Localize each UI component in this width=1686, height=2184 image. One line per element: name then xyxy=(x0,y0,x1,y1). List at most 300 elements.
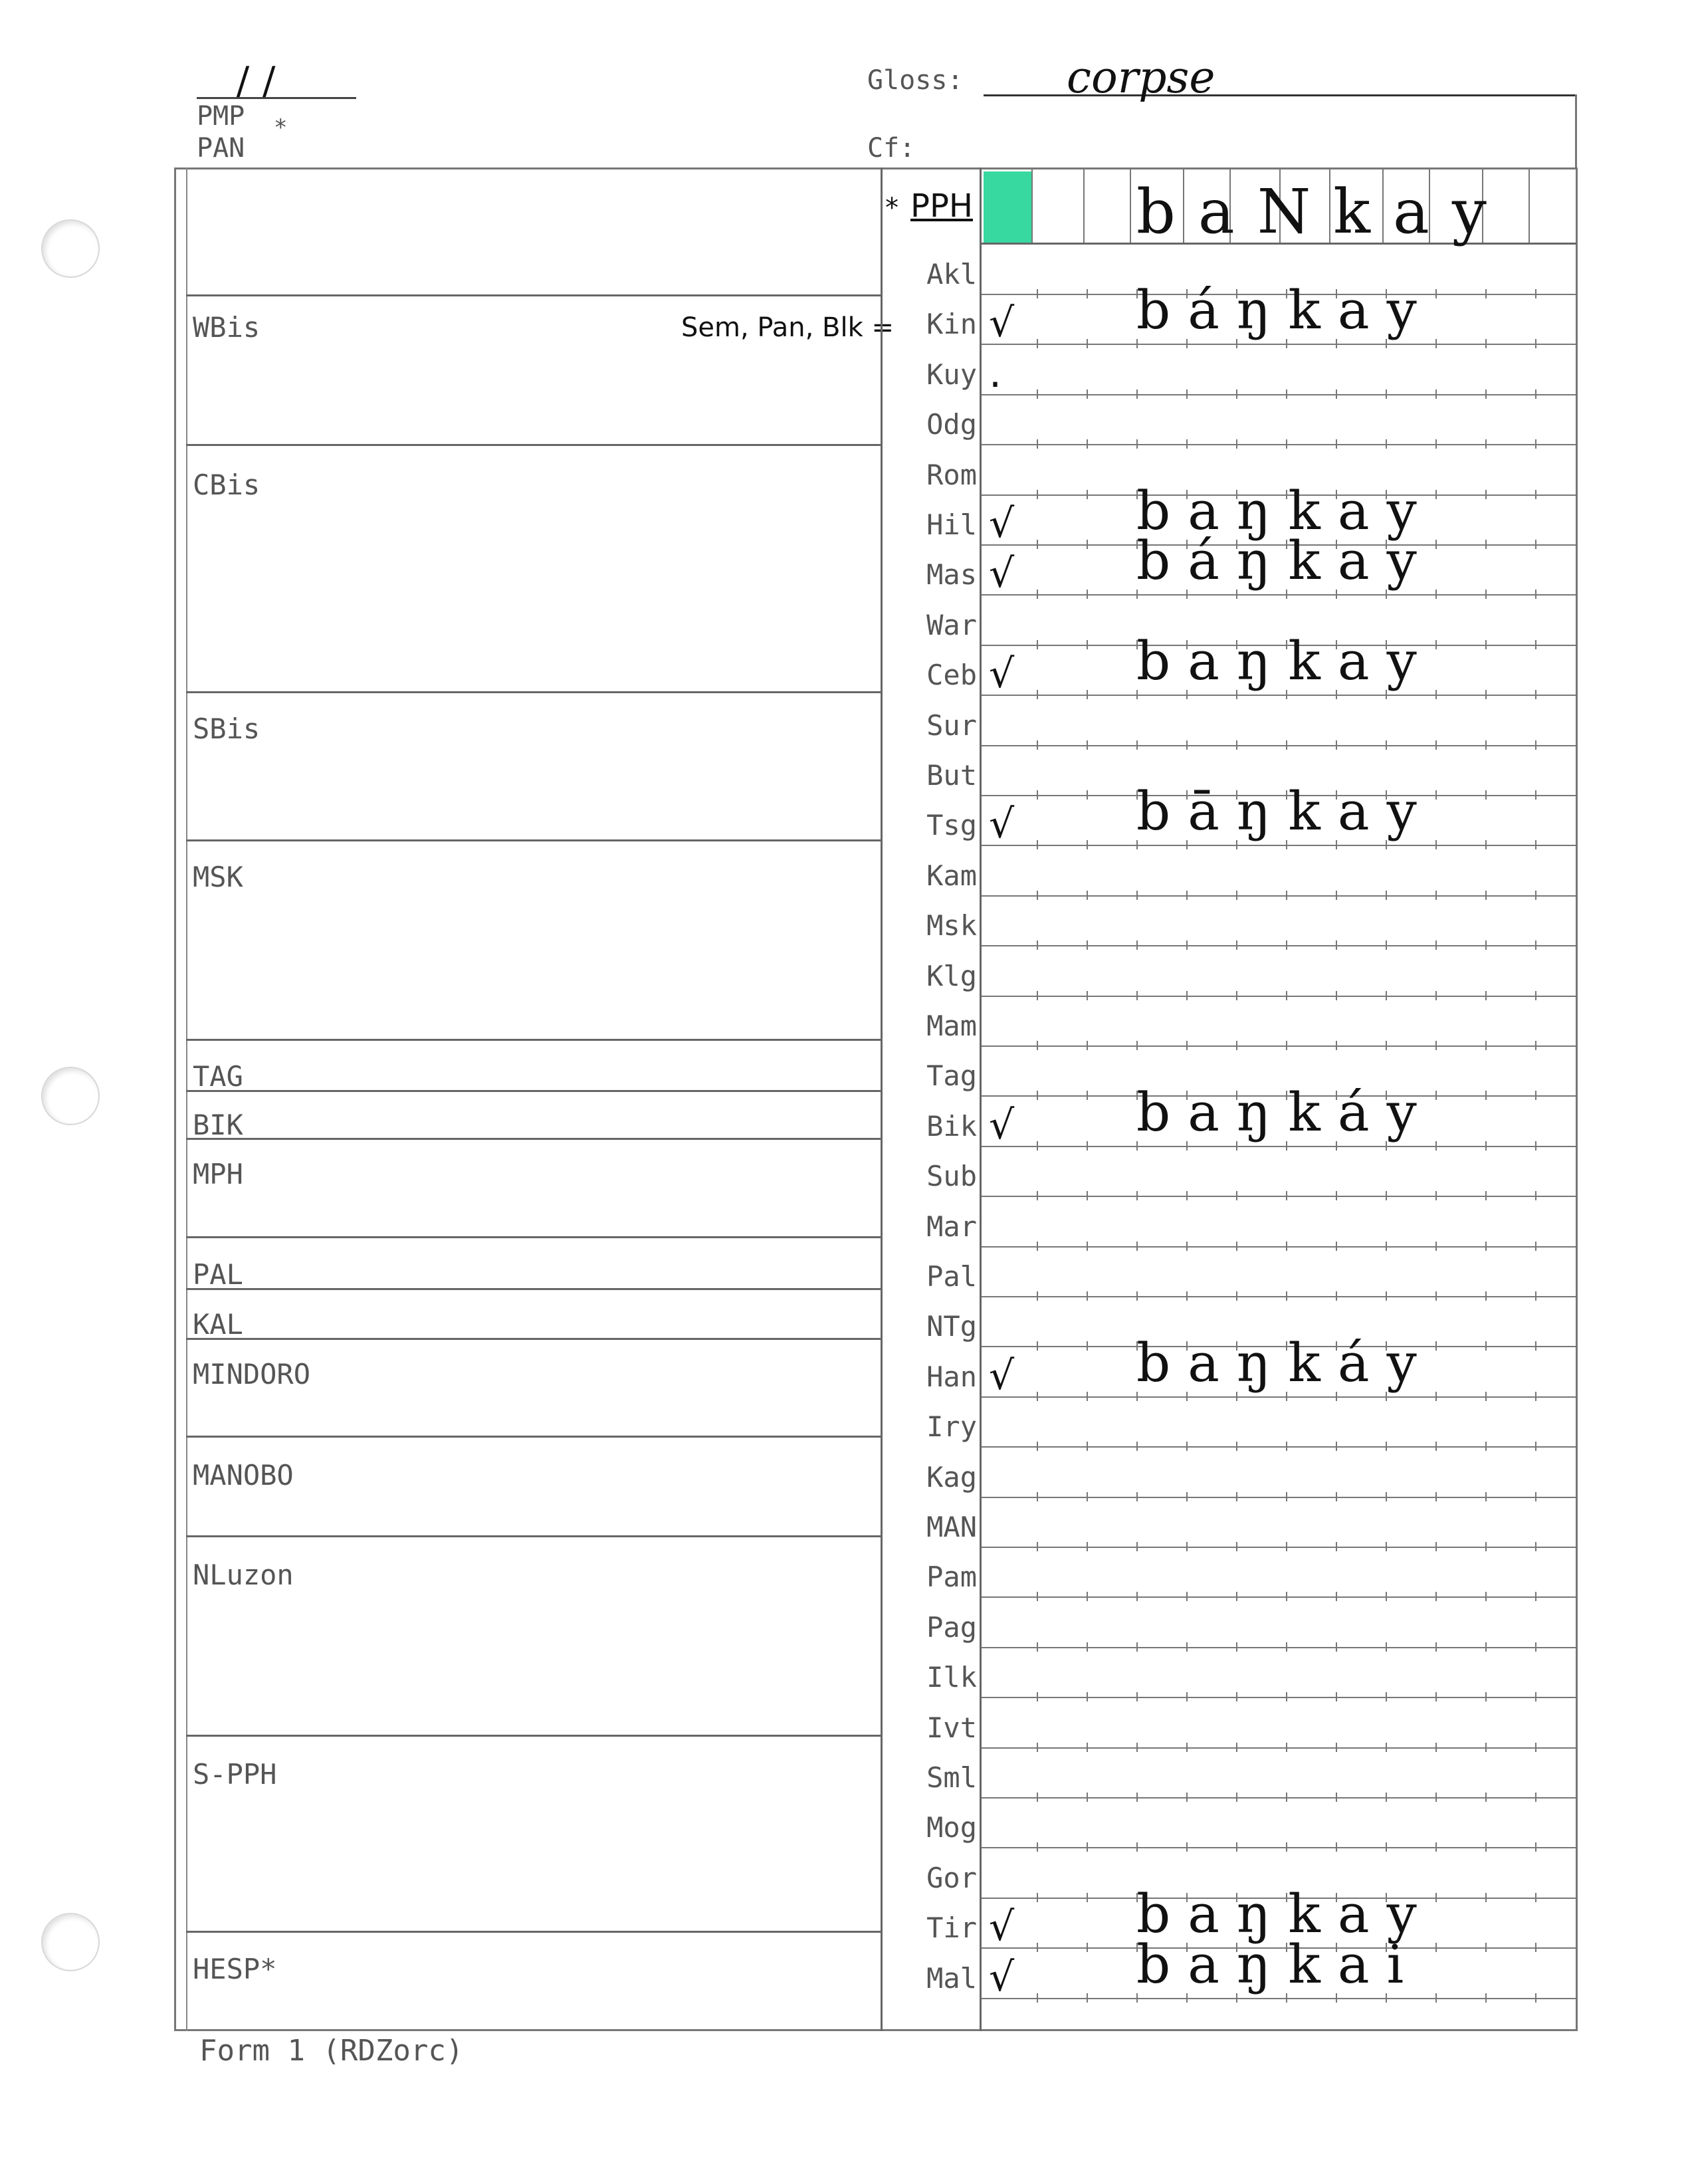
date-marks: / / xyxy=(236,58,276,105)
row-rule xyxy=(982,1146,1576,1147)
language-abbr: Pag xyxy=(926,1610,977,1644)
row-rule xyxy=(982,1797,1576,1799)
cell-tick xyxy=(1535,540,1536,549)
cell-tick xyxy=(1186,439,1188,449)
check-mark: √ xyxy=(989,550,1015,598)
cell-tick xyxy=(1087,439,1088,449)
cell-tick xyxy=(1037,891,1038,900)
cell-tick xyxy=(1037,1542,1038,1551)
cell-tick xyxy=(1535,1341,1536,1351)
cell-tick xyxy=(1186,1692,1188,1701)
row-rule xyxy=(982,945,1576,946)
group-label-tag: TAG xyxy=(193,1060,243,1093)
cell-tick xyxy=(1286,940,1287,950)
cell-tick xyxy=(1485,1141,1487,1150)
cell-tick xyxy=(1485,1642,1487,1652)
cell-tick xyxy=(1236,1692,1237,1701)
cell-tick xyxy=(1386,940,1387,950)
language-abbr: Tir xyxy=(926,1911,977,1945)
language-abbr: Mas xyxy=(926,558,977,592)
cell-tick xyxy=(1037,1041,1038,1050)
cell-tick xyxy=(1535,1893,1536,1902)
group-label-kal: KAL xyxy=(193,1308,243,1341)
cell-tick xyxy=(1087,1692,1088,1701)
language-abbr: Pal xyxy=(926,1260,977,1293)
cell-tick xyxy=(1535,1993,1536,2003)
cell-tick xyxy=(1136,1793,1138,1802)
cell-tick xyxy=(1236,389,1237,399)
cell-tick xyxy=(1037,490,1038,499)
cell-tick xyxy=(1037,590,1038,599)
cf-box-edge xyxy=(1575,94,1577,169)
cell-tick xyxy=(1535,840,1536,849)
group-label-wbis: WBis xyxy=(193,311,261,344)
cell-tick xyxy=(1186,1592,1188,1601)
language-abbr: Ivt xyxy=(926,1711,977,1744)
cell-tick xyxy=(1087,991,1088,1000)
cell-tick xyxy=(1186,940,1188,950)
cell-tick xyxy=(1037,1993,1038,2003)
cell-tick xyxy=(1435,339,1437,348)
cell-tick xyxy=(1136,1692,1138,1701)
language-form: baŋkai xyxy=(1136,1933,1422,1995)
group-divider xyxy=(186,1931,881,1933)
language-abbr: Ceb xyxy=(926,659,977,692)
binder-hole xyxy=(41,1067,100,1125)
group-divider xyxy=(186,691,881,693)
cell-tick xyxy=(1485,1692,1487,1701)
cell-tick xyxy=(1535,1141,1536,1150)
cell-tick xyxy=(1186,1642,1188,1652)
form-label: Form 1 (RDZorc) xyxy=(199,2034,464,2068)
cf-label: Cf: xyxy=(867,133,916,164)
row-rule xyxy=(982,695,1576,696)
cell-tick xyxy=(1087,1442,1088,1451)
cell-tick xyxy=(1435,1291,1437,1301)
check-mark: √ xyxy=(989,1904,1015,1951)
cell-tick xyxy=(1386,1291,1387,1301)
cell-tick xyxy=(1435,1141,1437,1150)
row-rule xyxy=(982,996,1576,997)
language-abbr: Akl xyxy=(926,258,977,290)
cell-tick xyxy=(1087,1492,1088,1501)
cell-tick xyxy=(1435,1091,1437,1100)
cell-tick xyxy=(1485,740,1487,750)
cell-tick xyxy=(1485,490,1487,499)
language-abbr: Msk xyxy=(926,909,977,942)
kin-note: Sem, Pan, Blk = xyxy=(681,312,894,343)
cell-tick xyxy=(1386,389,1387,399)
check-mark: √ xyxy=(989,1953,1015,2001)
group-label-mph: MPH xyxy=(193,1158,243,1190)
group-divider xyxy=(186,1090,881,1092)
cell-tick xyxy=(1037,1191,1038,1200)
cell-tick xyxy=(1336,1492,1337,1501)
cell-tick xyxy=(1136,1242,1138,1251)
cell-tick xyxy=(1037,640,1038,649)
cell-tick xyxy=(1087,289,1088,298)
cell-tick xyxy=(1136,940,1138,950)
cell-tick xyxy=(1535,1642,1536,1652)
language-abbr: Hil xyxy=(926,508,977,541)
cell-tick xyxy=(1386,439,1387,449)
cell-tick xyxy=(1386,1442,1387,1451)
cell-tick xyxy=(1336,1842,1337,1852)
cell-tick xyxy=(1535,790,1536,800)
cell-tick xyxy=(1435,1842,1437,1852)
pph-label: PPH xyxy=(910,187,973,225)
language-column xyxy=(881,167,982,2031)
cell-tick xyxy=(1535,1191,1536,1200)
row-rule xyxy=(982,1647,1576,1648)
cell-tick xyxy=(1386,1592,1387,1601)
cell-tick xyxy=(1286,1592,1287,1601)
cell-tick xyxy=(1485,1793,1487,1802)
cell-tick xyxy=(1435,1642,1437,1652)
cell-tick xyxy=(1037,289,1038,298)
binder-hole xyxy=(41,1913,100,1971)
group-divider xyxy=(186,294,881,296)
cell-tick xyxy=(1286,1642,1287,1652)
cell-tick xyxy=(1286,1291,1287,1301)
cell-tick xyxy=(1186,1842,1188,1852)
cell-tick xyxy=(1236,1242,1237,1251)
cell-tick xyxy=(1485,1592,1487,1601)
cell-tick xyxy=(1485,1542,1487,1551)
cell-tick xyxy=(1535,1291,1536,1301)
cell-tick xyxy=(1087,1542,1088,1551)
cell-tick xyxy=(1087,1341,1088,1351)
row-rule xyxy=(982,745,1576,746)
cell-tick xyxy=(1087,1191,1088,1200)
cell-tick xyxy=(1186,1291,1188,1301)
language-abbr: Gor xyxy=(926,1861,977,1894)
cell-tick xyxy=(1236,1592,1237,1601)
cell-tick xyxy=(1087,690,1088,699)
cell-tick xyxy=(1336,1242,1337,1251)
group-label-pal: PAL xyxy=(193,1258,243,1291)
cell-tick xyxy=(1535,590,1536,599)
cell-tick xyxy=(1037,1592,1038,1601)
cell-tick xyxy=(1336,1542,1337,1551)
cell-tick xyxy=(1485,1191,1487,1200)
cell-tick xyxy=(1236,1442,1237,1451)
language-form: baŋkay xyxy=(1136,1883,1434,1945)
cell-tick xyxy=(1485,790,1487,800)
group-divider xyxy=(186,444,881,446)
cell-tick xyxy=(1535,1392,1536,1401)
language-abbr: Mam xyxy=(926,1010,977,1042)
cell-tick xyxy=(1286,389,1287,399)
cell-tick xyxy=(1386,1743,1387,1752)
cell-tick xyxy=(1336,389,1337,399)
cell-tick xyxy=(1236,1191,1237,1200)
pph-star: * xyxy=(884,193,900,223)
row-rule xyxy=(982,845,1576,846)
group-divider xyxy=(186,1535,881,1537)
cell-tick xyxy=(1485,1291,1487,1301)
row-rule xyxy=(982,1446,1576,1448)
star-mark: * xyxy=(274,114,288,141)
cell-tick xyxy=(1087,1793,1088,1802)
cell-tick xyxy=(1037,389,1038,399)
binder-hole xyxy=(41,219,100,278)
cell-tick xyxy=(1535,289,1536,298)
cell-tick xyxy=(1087,891,1088,900)
check-mark: √ xyxy=(989,651,1015,698)
cell-tick xyxy=(1435,690,1437,699)
cell-tick xyxy=(1485,289,1487,298)
cell-tick xyxy=(1136,1842,1138,1852)
cell-tick xyxy=(1535,1743,1536,1752)
language-form: bāŋkay xyxy=(1136,780,1434,843)
check-mark: √ xyxy=(989,801,1015,848)
group-label-sbis: SBis xyxy=(193,712,261,745)
date-line xyxy=(197,97,356,99)
cell-tick xyxy=(1336,1692,1337,1701)
cell-tick xyxy=(1535,1091,1536,1100)
cell-tick xyxy=(1336,1743,1337,1752)
cell-tick xyxy=(1236,1642,1237,1652)
cell-tick xyxy=(1037,1242,1038,1251)
cell-tick xyxy=(1087,1893,1088,1902)
cell-tick xyxy=(1485,1091,1487,1100)
cell-tick xyxy=(1386,1842,1387,1852)
cell-tick xyxy=(1435,439,1437,449)
language-form: báŋkay xyxy=(1136,279,1434,342)
cell-tick xyxy=(1485,339,1487,348)
cell-tick xyxy=(1485,389,1487,399)
cell-tick xyxy=(1535,1842,1536,1852)
group-divider xyxy=(186,1338,881,1340)
cell-tick xyxy=(1535,740,1536,750)
language-form: baŋkáy xyxy=(1136,1331,1434,1394)
pph-form: baNkay xyxy=(1136,176,1509,247)
cell-tick xyxy=(1535,439,1536,449)
cell-tick xyxy=(1435,1041,1437,1050)
cell-tick xyxy=(1087,1993,1088,2003)
cell-tick xyxy=(1286,1041,1287,1050)
language-abbr: Odg xyxy=(926,408,977,441)
row-rule xyxy=(982,1196,1576,1197)
cell-tick xyxy=(1485,540,1487,549)
cell-tick xyxy=(1535,1442,1536,1451)
group-label-mindoro: MINDORO xyxy=(193,1358,311,1390)
cell-tick xyxy=(1087,1242,1088,1251)
language-abbr: Klg xyxy=(926,959,977,992)
row-rule xyxy=(982,1045,1576,1047)
cell-divider xyxy=(1130,169,1131,243)
cell-tick xyxy=(1236,1842,1237,1852)
cell-tick xyxy=(1435,1442,1437,1451)
row-rule xyxy=(982,444,1576,445)
cell-tick xyxy=(1386,1692,1387,1701)
cell-tick xyxy=(1535,640,1536,649)
row-rule xyxy=(982,895,1576,897)
cell-divider xyxy=(1528,169,1530,243)
cell-tick xyxy=(1087,1842,1088,1852)
row-rule xyxy=(982,1296,1576,1297)
cell-tick xyxy=(1435,1943,1437,1952)
cell-tick xyxy=(1435,740,1437,750)
cell-tick xyxy=(1386,1242,1387,1251)
cell-tick xyxy=(1087,790,1088,800)
language-abbr: Sur xyxy=(926,709,977,742)
cell-tick xyxy=(1037,1341,1038,1351)
row-rule xyxy=(982,1497,1576,1498)
cell-tick xyxy=(1087,640,1088,649)
group-label-cbis: CBis xyxy=(193,469,261,501)
cell-tick xyxy=(1485,940,1487,950)
cell-tick xyxy=(1485,1242,1487,1251)
highlight-mark xyxy=(984,171,1031,243)
cell-tick xyxy=(1087,1141,1088,1150)
cell-tick xyxy=(1386,1041,1387,1050)
cell-tick xyxy=(1136,1743,1138,1752)
cell-tick xyxy=(1136,1191,1138,1200)
cell-tick xyxy=(1037,1442,1038,1451)
cell-tick xyxy=(1037,540,1038,549)
gloss-label: Gloss: xyxy=(867,65,964,96)
cell-tick xyxy=(1435,1492,1437,1501)
cell-tick xyxy=(1136,991,1138,1000)
row-rule xyxy=(982,1847,1576,1848)
group-divider xyxy=(186,1138,881,1140)
cell-tick xyxy=(1485,439,1487,449)
pmp-label: PMP xyxy=(197,101,245,132)
cell-tick xyxy=(1336,1592,1337,1601)
language-abbr: Pam xyxy=(926,1561,977,1594)
cell-tick xyxy=(1037,1392,1038,1401)
group-label-s-pph: S-PPH xyxy=(193,1758,277,1791)
language-form: baŋkáy xyxy=(1136,1081,1434,1143)
language-abbr: Sml xyxy=(926,1761,977,1794)
cell-tick xyxy=(1286,740,1287,750)
group-divider xyxy=(186,1039,881,1041)
cell-tick xyxy=(1336,1442,1337,1451)
cell-tick xyxy=(1485,690,1487,699)
cell-tick xyxy=(1535,389,1536,399)
cell-tick xyxy=(1435,991,1437,1000)
cell-tick xyxy=(1136,1642,1138,1652)
cell-tick xyxy=(1087,1041,1088,1050)
group-label-hesp: HESP* xyxy=(193,1953,277,1985)
cell-tick xyxy=(1236,891,1237,900)
check-mark: √ xyxy=(989,500,1015,547)
cell-tick xyxy=(1485,991,1487,1000)
cell-tick xyxy=(1336,439,1337,449)
cell-tick xyxy=(1535,1242,1536,1251)
cell-tick xyxy=(1286,1692,1287,1701)
row-rule xyxy=(982,1547,1576,1548)
cell-tick xyxy=(1435,1993,1437,2003)
language-abbr: Mog xyxy=(926,1811,977,1844)
cell-tick xyxy=(1087,1392,1088,1401)
group-divider xyxy=(186,1735,881,1737)
cell-tick xyxy=(1236,1793,1237,1802)
cell-tick xyxy=(1037,1692,1038,1701)
cell-tick xyxy=(1336,940,1337,950)
group-label-manobo: MANOBO xyxy=(193,1459,294,1491)
language-abbr: Rom xyxy=(926,458,977,491)
cell-tick xyxy=(1435,1191,1437,1200)
cell-tick xyxy=(1087,1743,1088,1752)
cell-tick xyxy=(1037,740,1038,750)
cell-tick xyxy=(1186,1242,1188,1251)
cell-tick xyxy=(1186,740,1188,750)
check-mark: √ xyxy=(989,1101,1015,1148)
cell-tick xyxy=(1236,991,1237,1000)
cell-tick xyxy=(1087,339,1088,348)
cell-tick xyxy=(1435,1592,1437,1601)
cell-tick xyxy=(1435,1893,1437,1902)
cell-tick xyxy=(1535,1542,1536,1551)
language-abbr: War xyxy=(926,608,977,641)
language-abbr: NTg xyxy=(926,1310,977,1343)
cell-tick xyxy=(1386,1492,1387,1501)
cell-tick xyxy=(1136,891,1138,900)
cell-tick xyxy=(1186,1041,1188,1050)
cell-tick xyxy=(1136,389,1138,399)
cell-tick xyxy=(1087,840,1088,849)
cell-tick xyxy=(1386,740,1387,750)
cell-tick xyxy=(1435,640,1437,649)
cell-tick xyxy=(1485,590,1487,599)
cell-tick xyxy=(1336,1191,1337,1200)
group-divider xyxy=(186,1436,881,1438)
gloss-value: corpse xyxy=(1067,52,1215,103)
cell-tick xyxy=(1236,1743,1237,1752)
cell-tick xyxy=(1286,991,1287,1000)
language-abbr: Mal xyxy=(926,1961,977,1995)
cell-tick xyxy=(1286,1743,1287,1752)
cell-tick xyxy=(1435,1793,1437,1802)
cell-tick xyxy=(1136,1492,1138,1501)
cell-tick xyxy=(1435,1542,1437,1551)
cell-tick xyxy=(1037,1743,1038,1752)
cell-tick xyxy=(1186,1743,1188,1752)
language-abbr: But xyxy=(926,759,977,792)
cell-tick xyxy=(1336,1291,1337,1301)
language-abbr: Kuy xyxy=(926,358,977,391)
row-rule xyxy=(982,1596,1576,1598)
cell-tick xyxy=(1386,991,1387,1000)
cell-tick xyxy=(1386,1542,1387,1551)
language-abbr: Kin xyxy=(926,308,977,341)
cell-tick xyxy=(1236,439,1237,449)
language-form: baŋkay xyxy=(1136,630,1434,693)
language-abbr: Iry xyxy=(926,1410,977,1444)
cell-tick xyxy=(1286,1191,1287,1200)
cell-tick xyxy=(1435,540,1437,549)
cell-tick xyxy=(1087,1291,1088,1301)
row-rule xyxy=(982,1396,1576,1398)
cell-tick xyxy=(1186,1191,1188,1200)
cell-tick xyxy=(1435,389,1437,399)
language-abbr: Tag xyxy=(926,1059,977,1093)
language-abbr: Sub xyxy=(926,1160,977,1193)
group-divider xyxy=(186,1288,881,1290)
cell-tick xyxy=(1535,1692,1536,1701)
cell-divider xyxy=(1031,169,1033,243)
cell-tick xyxy=(1485,1341,1487,1351)
group-label-bik: BIK xyxy=(193,1109,243,1141)
cell-tick xyxy=(1336,991,1337,1000)
cell-tick xyxy=(1286,1793,1287,1802)
cell-tick xyxy=(1087,1642,1088,1652)
cell-tick xyxy=(1336,1041,1337,1050)
cell-tick xyxy=(1435,289,1437,298)
